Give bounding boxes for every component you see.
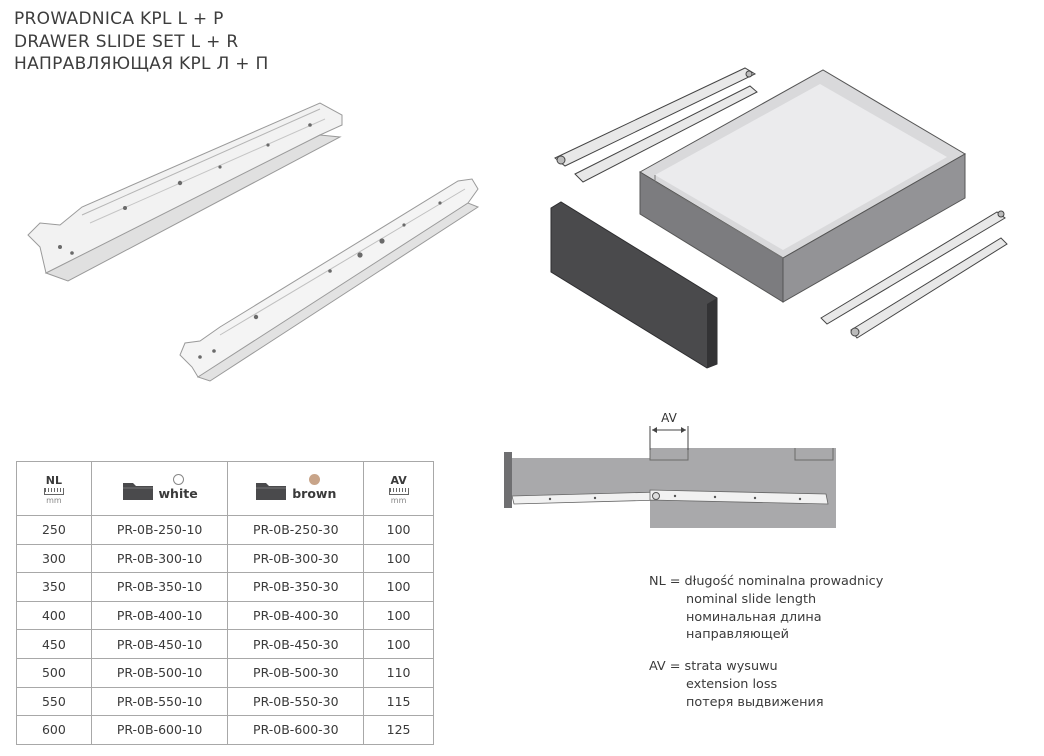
cell-brown-code: PR-0B-450-30 <box>228 630 364 659</box>
table-row <box>17 573 434 602</box>
legend-av-line1: AV = strata wysuwu <box>649 659 778 675</box>
table-row <box>17 658 434 687</box>
table-row <box>17 544 434 573</box>
drawer-assembly-illustration <box>545 62 1025 372</box>
cell-white-code: PR-0B-550-10 <box>91 687 228 716</box>
cell-brown-code: PR-0B-350-30 <box>228 573 364 602</box>
brown-color-dot <box>309 474 320 485</box>
cell-nl: 500 <box>17 658 92 687</box>
cell-av: 100 <box>364 601 434 630</box>
legend-nl-line1: NL = długość nominalna prowadnicy <box>649 574 884 589</box>
legend-nl-line4: направляющей <box>686 627 789 643</box>
title-block <box>14 8 269 76</box>
header-nl: NL mm <box>17 462 92 516</box>
table-row <box>17 601 434 630</box>
cell-nl: 250 <box>17 516 92 545</box>
cell-brown-code: PR-0B-500-30 <box>228 658 364 687</box>
cell-nl: 600 <box>17 716 92 745</box>
cell-av: 100 <box>364 516 434 545</box>
cell-av: 100 <box>364 630 434 659</box>
cell-nl: 550 <box>17 687 92 716</box>
title-english: DRAWER SLIDE SET L + R <box>14 31 239 52</box>
cell-nl: 350 <box>17 573 92 602</box>
legend <box>649 573 883 712</box>
title-polish: PROWADNICA KPL L + P <box>14 9 224 29</box>
extension-loss-diagram <box>500 408 845 533</box>
cell-av: 115 <box>364 687 434 716</box>
ruler-icon <box>389 488 409 495</box>
cell-white-code: PR-0B-600-10 <box>91 716 228 745</box>
white-color-dot <box>173 474 184 485</box>
table-row <box>17 716 434 745</box>
av-dimension-label: AV <box>661 411 677 425</box>
legend-av-line3: потеря выдвижения <box>686 694 824 710</box>
header-av: AV mm <box>364 462 434 516</box>
header-brown: brown <box>228 462 364 516</box>
cell-white-code: PR-0B-350-10 <box>91 573 228 602</box>
spec-table-body <box>17 516 434 745</box>
cell-brown-code: PR-0B-600-30 <box>228 716 364 745</box>
table-row <box>17 516 434 545</box>
cell-white-code: PR-0B-250-10 <box>91 516 228 545</box>
cell-av: 125 <box>364 716 434 745</box>
cell-av: 100 <box>364 573 434 602</box>
cell-white-code: PR-0B-400-10 <box>91 601 228 630</box>
cell-brown-code: PR-0B-400-30 <box>228 601 364 630</box>
slide-rails-illustration <box>20 95 490 385</box>
table-header-row <box>17 462 434 516</box>
legend-av-line2: extension loss <box>686 676 778 692</box>
cell-white-code: PR-0B-300-10 <box>91 544 228 573</box>
cell-nl: 300 <box>17 544 92 573</box>
cell-brown-code: PR-0B-250-30 <box>228 516 364 545</box>
cell-white-code: PR-0B-450-10 <box>91 630 228 659</box>
upper-rail <box>28 103 342 281</box>
legend-nl-line2: nominal slide length <box>686 591 817 607</box>
cell-white-code: PR-0B-500-10 <box>91 658 228 687</box>
ruler-icon <box>44 488 64 495</box>
cell-brown-code: PR-0B-300-30 <box>228 544 364 573</box>
lower-rail <box>180 179 478 381</box>
header-white: white <box>91 462 228 516</box>
legend-nl-line3: номинальная длина <box>686 609 822 625</box>
cell-av: 110 <box>364 658 434 687</box>
table-row <box>17 687 434 716</box>
spec-table <box>16 461 434 745</box>
table-row <box>17 630 434 659</box>
cell-nl: 450 <box>17 630 92 659</box>
folder-icon <box>122 479 154 501</box>
cell-nl: 400 <box>17 601 92 630</box>
cell-brown-code: PR-0B-550-30 <box>228 687 364 716</box>
title-russian: НАПРАВЛЯЮЩАЯ KPL Л + П <box>14 54 269 74</box>
cell-av: 100 <box>364 544 434 573</box>
folder-icon <box>255 479 287 501</box>
